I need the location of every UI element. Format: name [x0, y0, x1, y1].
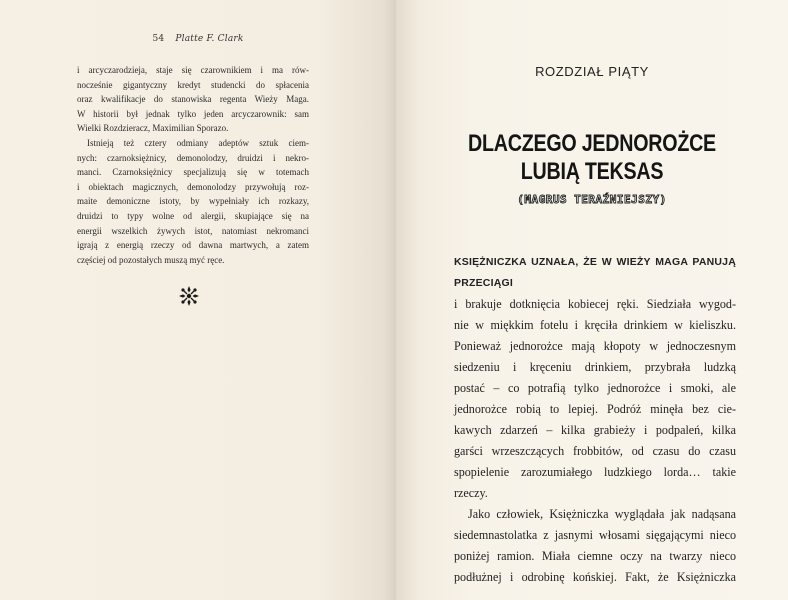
text-line: energii wszelkich żywych istot, natomiast nekromanci — [77, 225, 309, 236]
text-line: Istnieją też cztery odmiany adeptów sztuk ciem- — [87, 137, 309, 148]
chapter-title-line: DLACZEGO JEDNOROŻCE — [468, 130, 716, 157]
left-body-text — [77, 63, 309, 267]
text-line: nych: czarnoksiężnicy, demonolodzy, druidzi i nekro- — [77, 152, 309, 163]
section-break-ornament-icon — [178, 285, 200, 307]
text-line: nocześnie gigantyczny kredyt studencki do spłacenia — [77, 79, 309, 90]
text-line: siedzeniu i kręceniu drinkiem, przybrała ludzką — [454, 360, 736, 374]
right-page — [396, 0, 788, 600]
text-line: częściej od pozostałych muszą myć ręce. — [77, 254, 225, 265]
running-head-author: Platte F. Clark — [175, 34, 244, 44]
text-line: spopielenie zarozumiałego ludzkiego lorda… takie — [454, 465, 736, 479]
left-paragraph-2 — [77, 136, 309, 267]
chapter-title — [431, 130, 752, 186]
text-line: oraz kwalifikacje do stanowiska regenta Wieży Maga. — [77, 94, 309, 105]
text-line: jednorożce robią to lepiej. Podróż minęła bez cie- — [454, 402, 736, 416]
right-body-text — [454, 252, 736, 588]
text-line: Wielki Rozdzieracz, Maximilian Sporazo. — [77, 123, 229, 134]
text-line: postać – co potrafią tylko jednorożce i smoki, ale — [454, 381, 736, 395]
text-line: i arcyczarodzieja, staje się czarownikiem i ma rów- — [77, 65, 309, 75]
text-line: podłużnej i odrobinę końskiej. Fakt, że Księżniczka — [454, 570, 736, 584]
text-line: poniżej ramion. Miała ciemne oczy na twarzy nieco — [454, 549, 736, 563]
text-line: Jako człowiek, Księżniczka wyglądała jak nadąsana — [468, 507, 736, 521]
right-paragraph-2 — [454, 504, 736, 588]
left-paragraph-1 — [77, 63, 309, 136]
opening-smallcaps-line: KSIĘŻNICZKA UZNAŁA, ŻE W WIEŻY MAGA PANUJĄ PRZECIĄGI — [454, 256, 736, 289]
running-head — [0, 34, 396, 44]
page-number: 54 — [152, 34, 165, 44]
text-line: kawych zdarzeń – kilka grabieży i podpaleń, kilka — [454, 423, 736, 437]
right-paragraph-1 — [454, 252, 736, 504]
text-line: siedemnastolatka z jasnymi włosami sięgającymi nieco — [454, 528, 736, 542]
chapter-label: ROZDZIAŁ PIĄTY — [535, 64, 649, 79]
chapter-subtitle: (MAGRUS TERAŹNIEJSZY) — [517, 193, 667, 206]
text-line: garści wrzeszczących frobbitów, od czasu do czasu — [454, 444, 736, 458]
text-line: Ponieważ jednorożce mają kłopoty w jednoczesnym — [454, 339, 736, 353]
text-line: i obiektach magicznych, demonolodzy przywołują roz- — [77, 181, 309, 192]
text-line: manci. Czarnoksiężnicy specjalizują się w totemach — [77, 167, 309, 178]
text-line: druidzi to typy wolne od alergii, skupiające się na — [77, 210, 309, 221]
text-line: rzeczy. — [454, 486, 488, 500]
text-line: W historii był jednak tylko jeden arcyczarownik: sam — [77, 108, 309, 119]
text-line: maite demoniczne istoty, by wypełniały ich rozkazy, — [77, 196, 309, 207]
chapter-title-line: LUBIĄ TEKSAS — [520, 158, 664, 185]
text-line: nie w miękkim fotelu i kręciła drinkiem w kieliszku. — [454, 318, 736, 332]
text-line: igrają z energią rzeczy od dawna martwych, a zatem — [77, 240, 309, 251]
text-line: i brakuje dotknięcia kobiecej ręki. Siedziała wygod- — [454, 297, 736, 311]
